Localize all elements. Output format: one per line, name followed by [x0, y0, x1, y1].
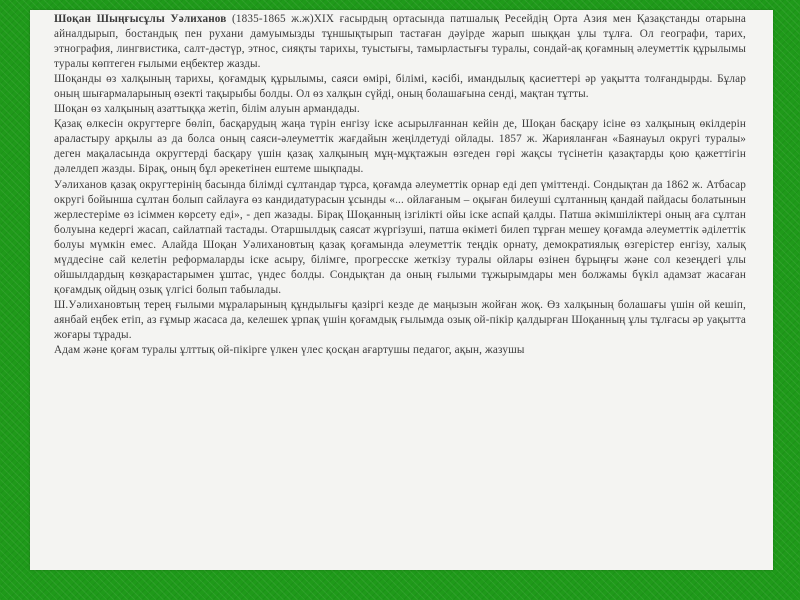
document-page — [30, 10, 773, 570]
paragraph-closing: Адам және қоғам туралы ұлттық ой-пікірге үлкен үлес қосқан ағартушы педагог, ақын, жазушы — [54, 344, 525, 357]
subject-name: Шоқан Шыңғысұлы Уәлиханов — [54, 13, 227, 25]
document-text — [54, 12, 746, 358]
paragraph-text: (1835-1865 ж.ж)XIX ғасырдың ортасында патшалық Ресейдің Орта Азия мен Қазақстанды отарына айналдырып, бостандық пен рухани дамуымызды тұншықтырып тастаған дәуірде жарып шыққан ұлы тұлға. Ол географи, тарих, этнография, лингвистика, салт-дәстүр, этнос, сияқты тарихы, туыстығы, тамырластығы туралы, сондай-ақ қоғамның әлеуметтік құрылымы туралы көптеген ғылыми еңбектер жазды. — [54, 13, 746, 71]
paragraph-freedom: Шоқан өз халқының азаттыққа жетіп, білім алуын армандады. — [54, 103, 360, 116]
paragraph-legacy: Ш.Уәлихановтың терең ғылыми мұраларының құндылығы қазіргі кезде де маңызын жойған жоқ. Өз халқының болашағы үшін ой кешіп, аянбай еңбек етіп, аз ғұмыр жасаса да, келешек ұрпақ үшін қоғамдық ғылымда озық ой-пікір қалдырған Шоқанның ұлы тұлғасы әр уақытта жоғары тұрады. — [54, 298, 746, 341]
paragraph-intro — [54, 12, 746, 72]
paragraph-society: Шоқанды өз халқының тарихы, қоғамдық құрылымы, саяси өмірі, білімі, кәсібі, имандылық қасиеттері әр уақытта толғандырды. Бұлар оның шығармаларының өзекті тақырыбы болды. Ол өз халқын сүйді, оның болашағына сенді, мақтан тұтты. — [54, 73, 746, 101]
paragraph-sultans: Уәлиханов қазақ округтерінің басында білімді сұлтандар тұрса, қоғамда әлеуметтік орнар еді деп үміттенді. Сондықтан да 1862 ж. Атбасар округі бойынша сұлтан болып сайлауға өз кандидатурасын ұсынды «... ойлағаным – оқыған билеуші сұлтанның қандай пайдасы болатынын жерлестеріме өз ісіммен көрсету еді», - деп жазады. Бірақ Шоқанның ізгілікті ойы іске аспай қалды. Патша әкімшіліктері оның аға сұлтан болуына кедергі жасап, сайлатпай тастады. Отаршылдық саясат жүргізуші, патша өкіметі билеп тұрған мешеу қоғамда әлеуметтік әділеттік болуы мүмкін емес. Алайда Шоқан Уәлихановтың қазақ қоғамында әлеуметтік теңдік орнату, демократиялық өзгерістер енгізу, халық мүддесіне сай келетін реформаларды іске асыру, білімге, прогресске жеткізу туралы ойлары өзінен бұрыңғы және сол кезеңдегі ұлы ойшылдардың көзқарастарымен ұштас, үндес болды. Сондықтан да оның ғылыми тұжырымдары мен болжамы бүкіл адамзат жасаған қоғамдық ойдың озық үлгісі болып табылады. — [54, 178, 746, 296]
paragraph-districts: Қазақ өлкесін округтерге бөліп, басқарудың жаңа түрін енгізу іске асырылғаннан кейін де, Шоқан басқару ісіне өз халқының өкілдерін араластыру арқылы аз да болса оның саяси-әлеуметтік жағдайын жеңілдетуді ойлады. 1857 ж. Жарияланған «Баянауыл округі туралы» деген мақаласында округтерді басқару үшін қазақ халқының мұң-мұқтажын өзгеден гөрі жақсы түсінетін қазақтарды қою қажеттігін дәлелдеп жазды. Бірақ, оның бұл әрекетінен ештеме шықпады. — [54, 118, 746, 176]
